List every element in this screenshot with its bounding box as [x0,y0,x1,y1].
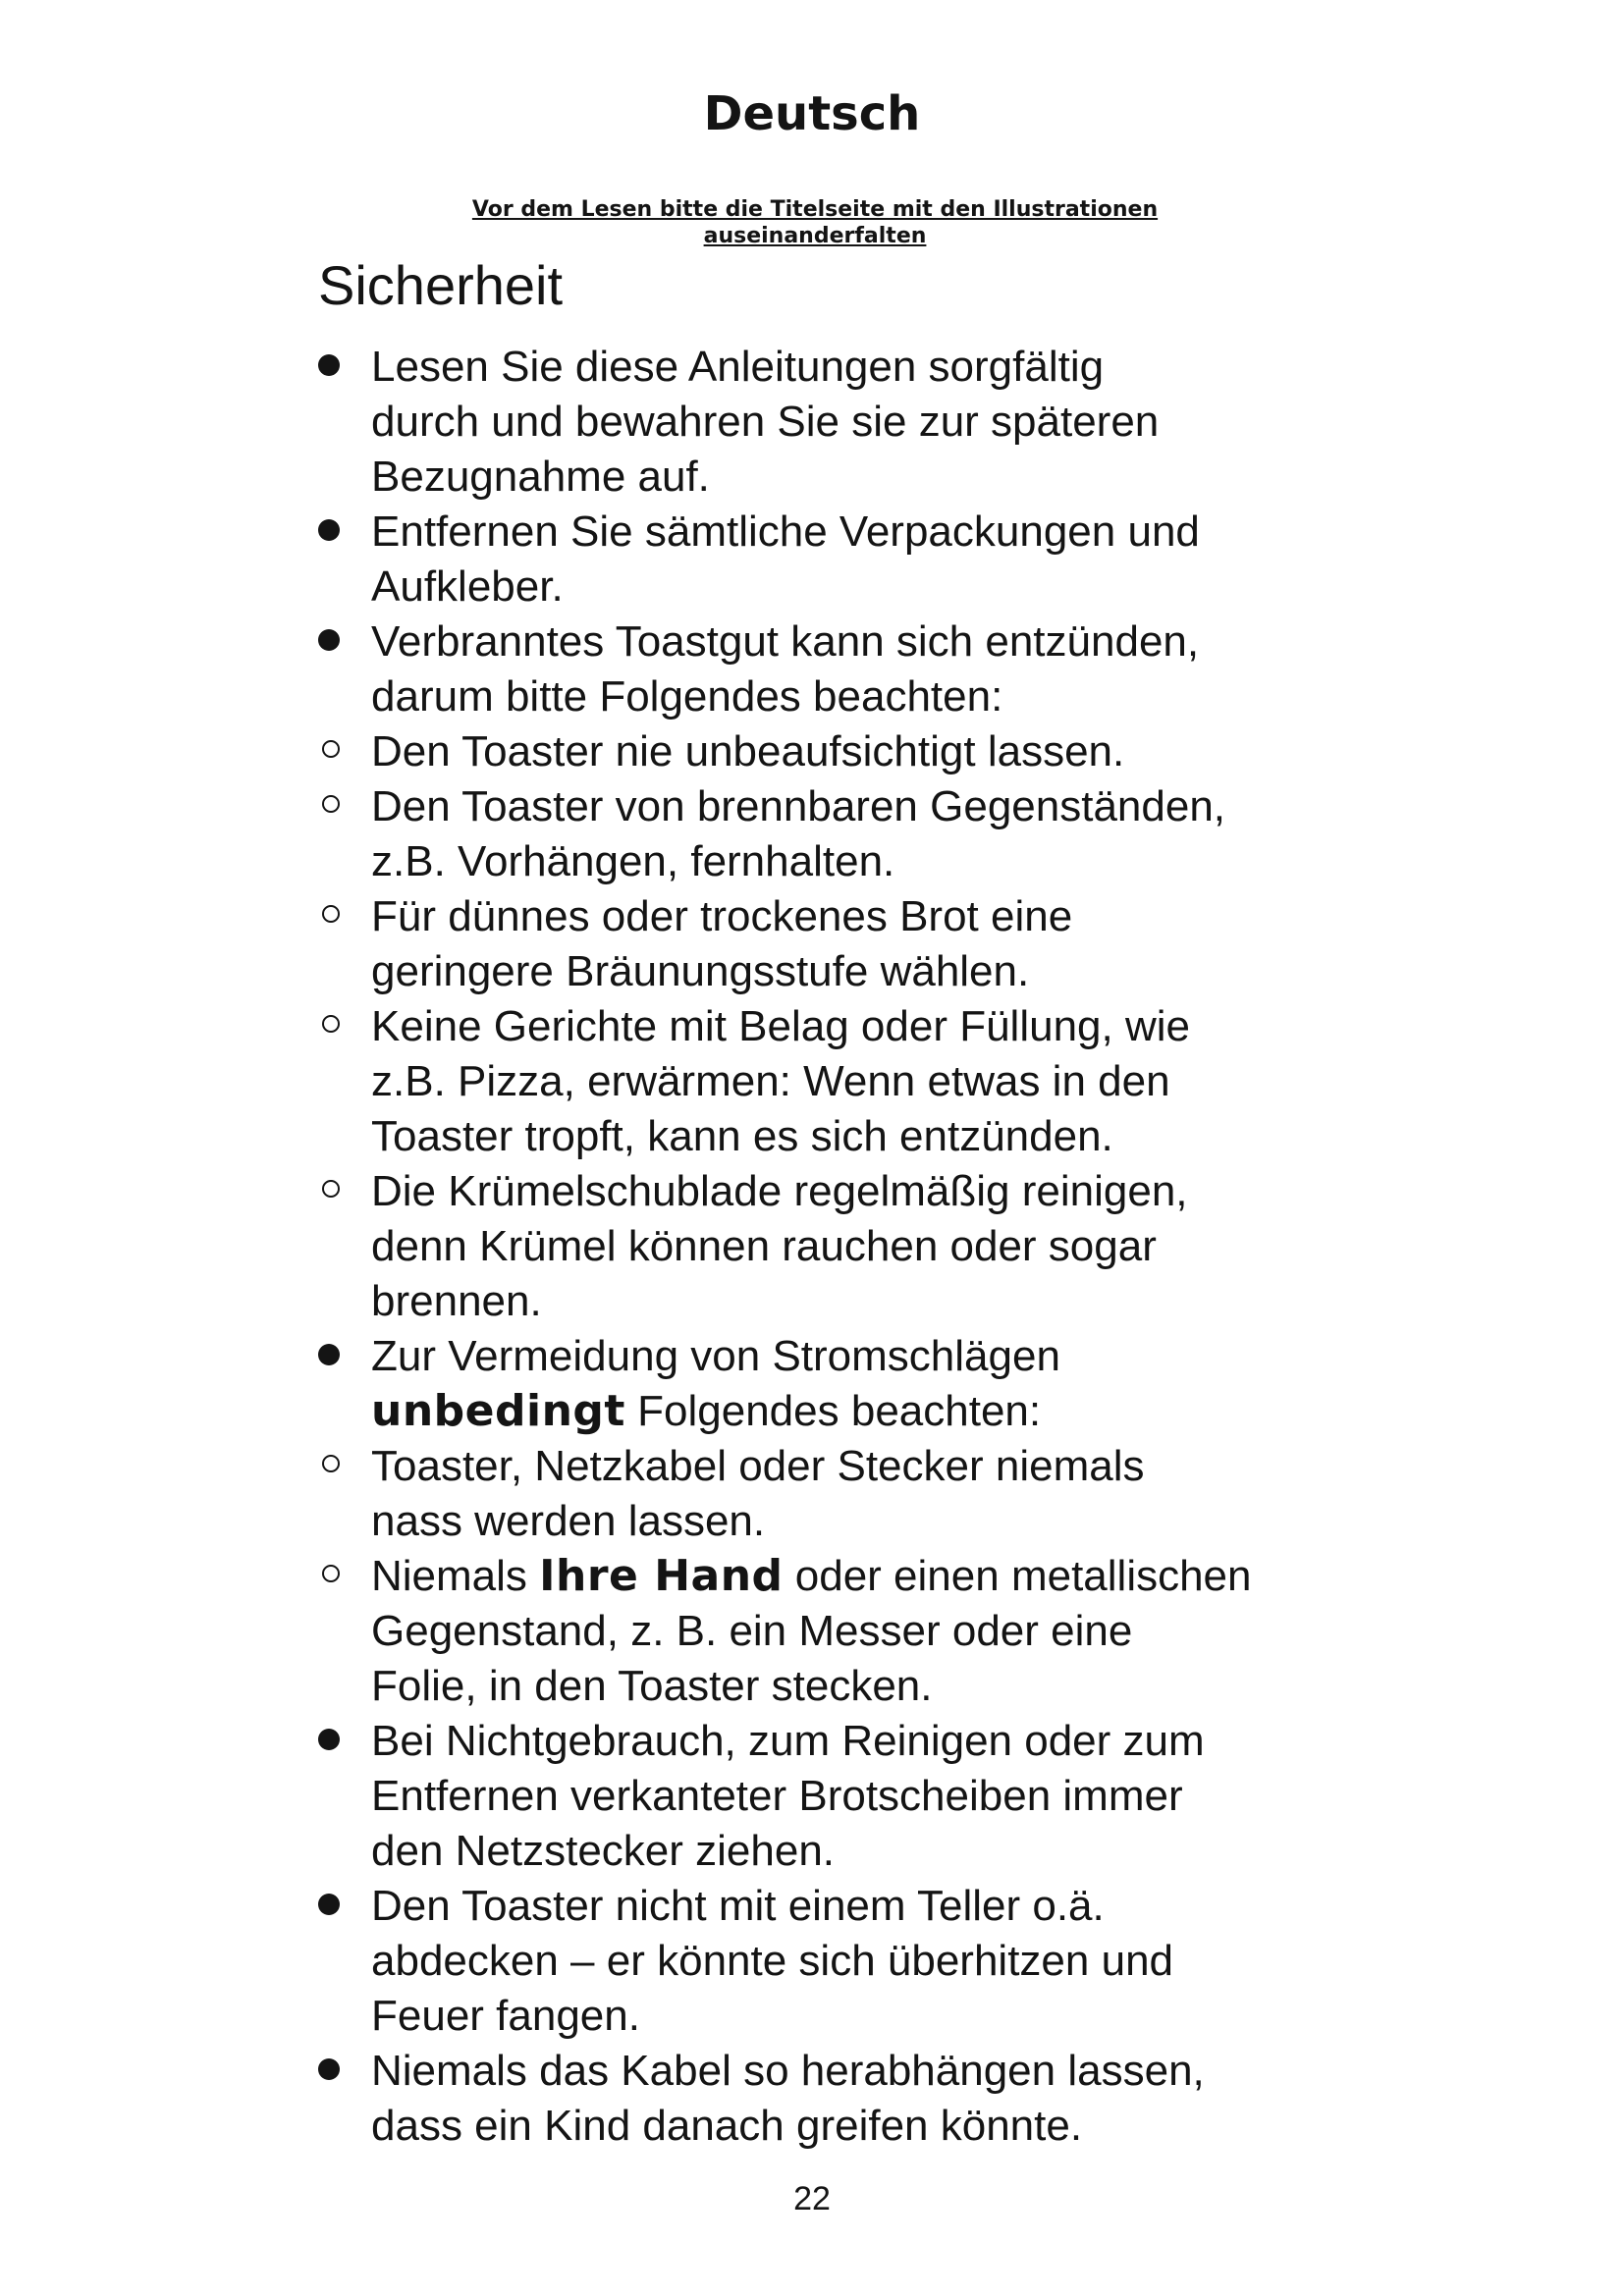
item-line: Zur Vermeidung von Stromschlägen [371,1332,1060,1380]
section-title: Sicherheit [318,254,564,316]
item-line: denn Krümel können rauchen oder sogar [371,1222,1157,1270]
list-item [316,505,1347,614]
item-line: abdecken – er könnte sich überhitzen und [371,1937,1174,1985]
item-line: Lesen Sie diese Anleitungen sorgfältig [371,343,1105,391]
hollow-circle-bullet-icon [322,795,340,813]
list-item [316,1439,1347,1549]
item-line: z.B. Pizza, erwärmen: Wenn etwas in den [371,1057,1170,1105]
item-line: Toaster tropft, kann es sich entzünden. [371,1112,1113,1160]
item-text: oder einen metallischen [783,1552,1252,1600]
item-line: Niemals das Kabel so herabhängen lassen, [371,2047,1205,2095]
page-title: Deutsch [703,86,921,141]
item-line: Die Krümelschublade regelmäßig reinigen, [371,1167,1188,1215]
item-line: Bei Nichtgebrauch, zum Reinigen oder zum [371,1717,1205,1765]
item-line: nass werden lassen. [371,1497,766,1545]
item-line: Keine Gerichte mit Belag oder Füllung, wie [371,1002,1190,1050]
item-line: den Netzstecker ziehen. [371,1827,836,1875]
bullet-icon [318,1344,340,1365]
item-line: dass ein Kind danach greifen könnte. [371,2102,1083,2150]
item-line: Toaster, Netzkabel oder Stecker niemals [371,1442,1145,1490]
item-line: Für dünnes oder trockenes Brot eine [371,892,1073,940]
list-item [316,1714,1347,1879]
item-line: Den Toaster von brennbaren Gegenständen, [371,782,1226,830]
item-line: Entfernen Sie sämtliche Verpackungen und [371,507,1200,556]
item-text: Niemals [371,1552,540,1600]
bullet-icon [318,1729,340,1750]
item-text: Folgendes beachten: [624,1387,1042,1435]
item-line: Entfernen verkanteter Brotscheiben immer [371,1772,1183,1820]
note-line-2: auseinanderfalten [703,224,927,248]
item-line: durch und bewahren Sie sie zur späteren [371,398,1160,446]
hollow-circle-bullet-icon [322,1180,340,1198]
item-line: brennen. [371,1277,542,1325]
hollow-circle-bullet-icon [322,1455,340,1472]
bullet-icon [318,519,340,541]
bullet-icon [318,629,340,651]
note-line-1: Vor dem Lesen bitte die Titelseite mit den Illustrationen [471,197,1159,222]
list-item [316,614,1347,724]
hollow-circle-bullet-icon [322,1015,340,1033]
list-item [316,889,1347,999]
list-item [316,999,1347,1164]
list-item [316,1164,1347,1329]
item-line: Den Toaster nicht mit einem Teller o.ä. [371,1882,1105,1930]
list-item [316,1329,1347,1439]
safety-instructions-list [316,340,1347,2154]
list-item [316,1549,1347,1714]
list-item [316,724,1347,779]
hollow-circle-bullet-icon [322,740,340,758]
item-line: geringere Bräunungsstufe wählen. [371,947,1030,995]
list-item [316,2044,1347,2154]
bullet-icon [318,354,340,376]
item-line: Bezugnahme auf. [371,453,710,501]
bullet-icon [318,1894,340,1915]
list-item [316,779,1347,889]
page-number: 22 [793,2180,831,2217]
item-line: Gegenstand, z. B. ein Messer oder eine [371,1607,1133,1655]
hollow-circle-bullet-icon [322,905,340,923]
list-item [316,340,1347,505]
hollow-circle-bullet-icon [322,1565,340,1582]
bullet-icon [318,2058,340,2080]
item-line: Aufkleber. [371,562,564,611]
item-line: Feuer fangen. [371,1992,640,2040]
item-emphasis: unbedingt [371,1386,625,1436]
item-line: Folie, in den Toaster stecken. [371,1662,933,1710]
item-emphasis: Ihre Hand [539,1551,784,1601]
list-item [316,1879,1347,2044]
item-line: darum bitte Folgendes beachten: [371,672,1003,721]
item-line: Den Toaster nie unbeaufsichtigt lassen. [371,727,1125,775]
item-line: Verbranntes Toastgut kann sich entzünden, [371,617,1200,666]
item-line: z.B. Vorhängen, fernhalten. [371,837,895,885]
unfold-instruction-note [422,196,1208,249]
